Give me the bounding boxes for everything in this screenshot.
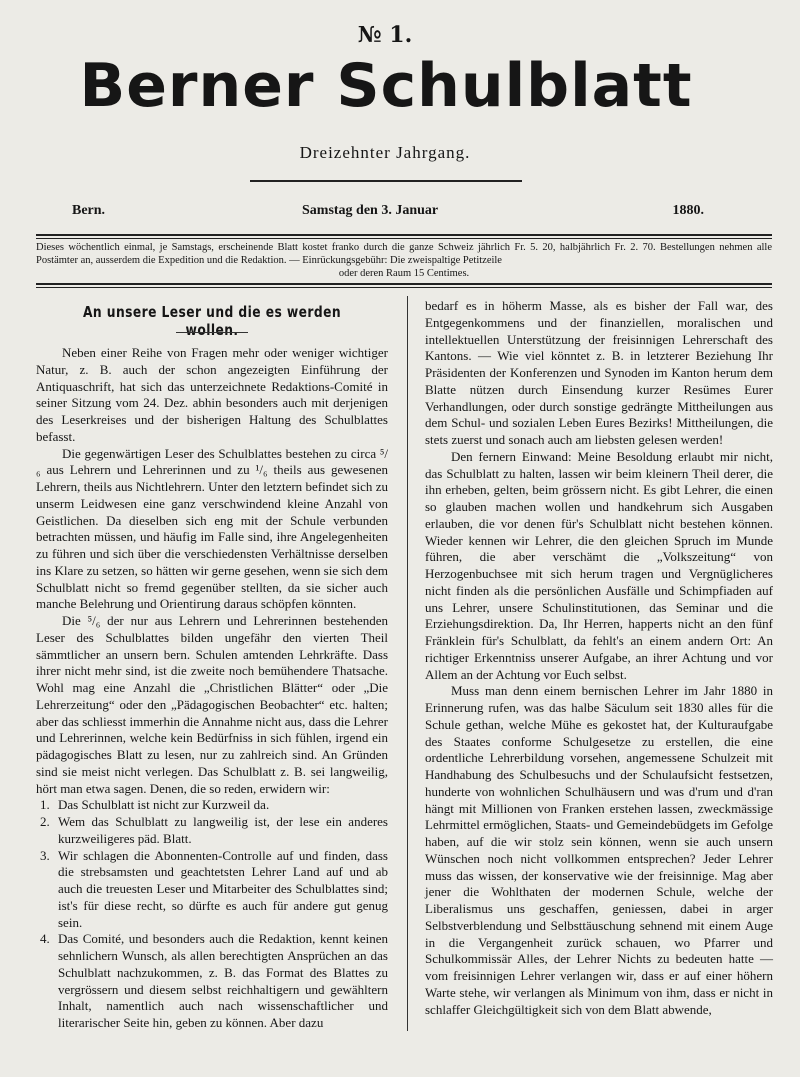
list-item bbox=[36, 814, 388, 848]
masthead-title: Berner Schulblatt bbox=[79, 51, 693, 121]
left-column bbox=[36, 345, 388, 1032]
list-item bbox=[36, 848, 388, 932]
list-text: Das Comité, und besonders auch die Redaktion, kennt keinen sehnlichern Wunsch, als allen berechtigten Ansprüchen an das Schulblatt nachzukommen, z. B. das Format des Blattes zu vergrössern und diesem selbst reichhaltigern und gewähltern Inhalt, namentlich auch nach wissenschaftlicher und literarischer Seite hin, geben zu können. Aber dazu bbox=[58, 931, 388, 1030]
list-number: 2. bbox=[40, 814, 50, 829]
divider bbox=[36, 283, 772, 285]
list-number: 1. bbox=[40, 797, 50, 813]
subscription-notice bbox=[36, 241, 772, 280]
paragraph: Die gegenwärtigen Leser des Schulblattes bestehen zu circa ⁵/₆ aus Lehrern und Lehrerinnen und zu ¹/₆ theils aus gewesenen Lehrern, theils aus Nichtlehrern. Unter den letztern befindet sich zu unserm Leidwesen eine ganz verschwindend kleine Anzahl von Geistlichen. Da dieselben sich eng mit der Schule verbunden betrachten müssen, und häufig im Falle sind, ihre Angelegenheiten zu führen und sich über die verschiedensten Verhältnisse derselben ins Klare zu setzen, so hätten wir gerne gesehen, wenn sie sich dem Schulblatt nicht so fremd gegenüber stellten, da sie sicher auch manche Belehrung und Orientirung daraus schöpfen könnten. bbox=[36, 445, 388, 612]
article-title: An unsere Leser und die es werden wollen. bbox=[82, 303, 342, 339]
list-number: 3. bbox=[40, 847, 50, 863]
notice-line: Dieses wöchentlich einmal, je Samstags, erscheinende Blatt kostet franko durch die ganze Schweiz jährlich Fr. 5. 20, halbjährlich Fr. 2. 70. Bestellungen nehmen alle Postämter an, ausserdem die Expedition und die Redaktion. — Einrückungsgebühr: Die zweispaltige Petitzeile bbox=[36, 242, 772, 266]
list-text: Wir schlagen die Abonnenten-Controlle auf und finden, dass die strebsamsten und geachtetsten Lehrer Land auf und ab auch die treuesten Leser und Mitarbeiter des Schulblattes sind; ist's für diese recht, so dürfte es auch für andere gut genug sein. bbox=[58, 847, 388, 930]
issue-date: Samstag den 3. Januar bbox=[302, 203, 439, 218]
paragraph: Den fernern Einwand: Meine Besoldung erlaubt mir nicht, das Schulblatt zu halten, lassen wir beim kleinern Theil derer, die ihn erheben, gelten, beim grössern nicht. Es gibt Lehrer, die einen so glauben machen wollen und handkehrum sich Ausgaben erlauben, die vor denen für's Schulblatt nicht bestehen können. Wieder kennen wir Lehrer, die den gleichen Spruch im Munde führen, die aber verschämt die „Volkszeitung“ von Herzogenbuchsee mit sich herum tragen und Vergnüglicheres nicht finden als die persönlichen Ausfälle und Schimpfiaden auf uns Lehrer, unsere Schulinstitutionen, das Seminar und die Erziehungsdirektion. Da, Ihr Herren, happerts nicht an den fünf Fränklein für's Schulblatt, da fehlt's an einem andern Ort: An richtiger Erkenntniss unserer Aufgabe, an ihrer Achtung und vor Allem an der Achtung vor Euch selbst. bbox=[425, 448, 773, 682]
paragraph: bedarf es in höherm Masse, als es bisher der Fall war, des Entgegenkommens und der finanziellen, moralischen und intellektuellen Unterstützung der freisinnigen Lehrerschaft des Kantons. — Wie viel könntet z. B. in letzterer Beziehung Ihr Präsidenten der Konferenzen und Synoden im Kanton herum dem Blatte nützen durch Einsendung kurzer Resümes Eurer Verhandlungen, oder durch sonstige gedrängte Mittheilungen aus dem Schul- und sozialen Leben Eures Bezirks! Mittheilungen, die stets zuerst und sonach auch am liebsten gelesen werden! bbox=[425, 298, 773, 447]
paragraph: Muss man denn einem bernischen Lehrer im Jahr 1880 in Erinnerung rufen, was das halbe Säculum seit 1830 alles für die Schule gethan, welche Mühe es gekostet hat, der Kulturaufgabe des Staates conforme Schulgesetze zu erstellen, die eine ordentliche Lehrerbildung vorsehen, angemessene Schulzeit mit Handhabung des Schulbesuchs und der Schulaufsicht festsetzen, hunderte von wohnlichen Schulhäusern und was d'rum und d'ran hängt mit Millionen von Franken erstehen lassen, zweckmässige Lehrmittel ermöglichen, Staats- und Gemeindebüdgets im Gefolge haben, auf die wir stolz sein können, wenn sie auch unsern Wünschen noch nicht vollkommen entsprechen? Jeder Lehrer muss das wissen, der konservative wie der freisinnige. Mag aber jener die Wohlthaten der modernen Schule, welche der Liberalismus uns geschaffen, geniessen, dabei in arger Selbstverblendung und Selbsttäuschung sehnend mit einem Auge in die Vergangenheit zurück schauen, wo Pfarrer und Schulkommissär Alles, der Lehrer Nichts zu bedeuten hatte — vom freisinnigen Lehrer verlangen wir, dass er auf einer höhern Warte stehe, wir verlangen als Minimum von ihm, dass er nicht in schlaffer Gleichgültigkeit sich von dem Blatt abwende, bbox=[425, 683, 773, 1017]
paragraph: Neben einer Reihe von Fragen mehr oder weniger wichtiger Natur, z. B. auch der schon angezeigten Einführung der Antiquaschrift, hat sich das unterzeichnete Redaktions-Comité in seiner Sitzung vom 24. Dez. abhin besonders auch mit derjenigen des Leserkreises und der bisherigen Haltung des Schulblattes befasst. bbox=[36, 345, 388, 444]
divider bbox=[36, 234, 772, 236]
list-text: Das Schulblatt ist nicht zur Kurzweil da. bbox=[58, 797, 270, 813]
paragraph: Die ⁵/₆ der nur aus Lehrern und Lehrerinnen bestehenden Leser des Schulblattes bilden ungefähr den vierten Theil sämmtlicher an unsern bern. Schulen amtenden Lehrkräfte. Dass ihrer nicht mehr sind, ist die zweite noch bemühendere Thatsache. Wohl mag eine Anzahl die „Christlichen Blätter“ oder „Die Lehrerzeitung“ oder den „Pädagogischen Beobachter“ etc. halten; aber das schliesst immerhin die Annahme nicht aus, dass die Lehrer und Lehrerinnen, welche kein Bedürfniss in sich fühlen, irgend ein pädagogisches Blatt zu lesen, nur zu zahlreich sind. An Gründen sind sie meist nicht verlegen. Das Schulblatt z. B. sei langweilig, hört man etwa sagen. Denen, die so reden, erwidern wir: bbox=[36, 613, 388, 796]
column-divider bbox=[407, 296, 408, 1031]
issue-year: 1880. bbox=[672, 203, 704, 218]
divider bbox=[36, 238, 772, 239]
issue-number: № 1. bbox=[357, 22, 413, 48]
volume-subtitle: Dreizehnter Jahrgang. bbox=[299, 143, 471, 162]
list-item bbox=[36, 931, 388, 1032]
list-number: 4. bbox=[40, 931, 50, 947]
divider bbox=[250, 180, 522, 182]
list-item bbox=[36, 797, 388, 814]
divider bbox=[36, 287, 772, 288]
notice-line: oder deren Raum 15 Centimes. bbox=[338, 268, 470, 279]
place: Bern. bbox=[72, 203, 106, 218]
list-text: Wem das Schulblatt zu langweilig ist, der lese ein anderes kurzweiligeres päd. Blatt. bbox=[58, 814, 388, 846]
right-column bbox=[425, 298, 773, 1018]
numbered-list bbox=[36, 797, 388, 1032]
divider bbox=[176, 332, 248, 333]
